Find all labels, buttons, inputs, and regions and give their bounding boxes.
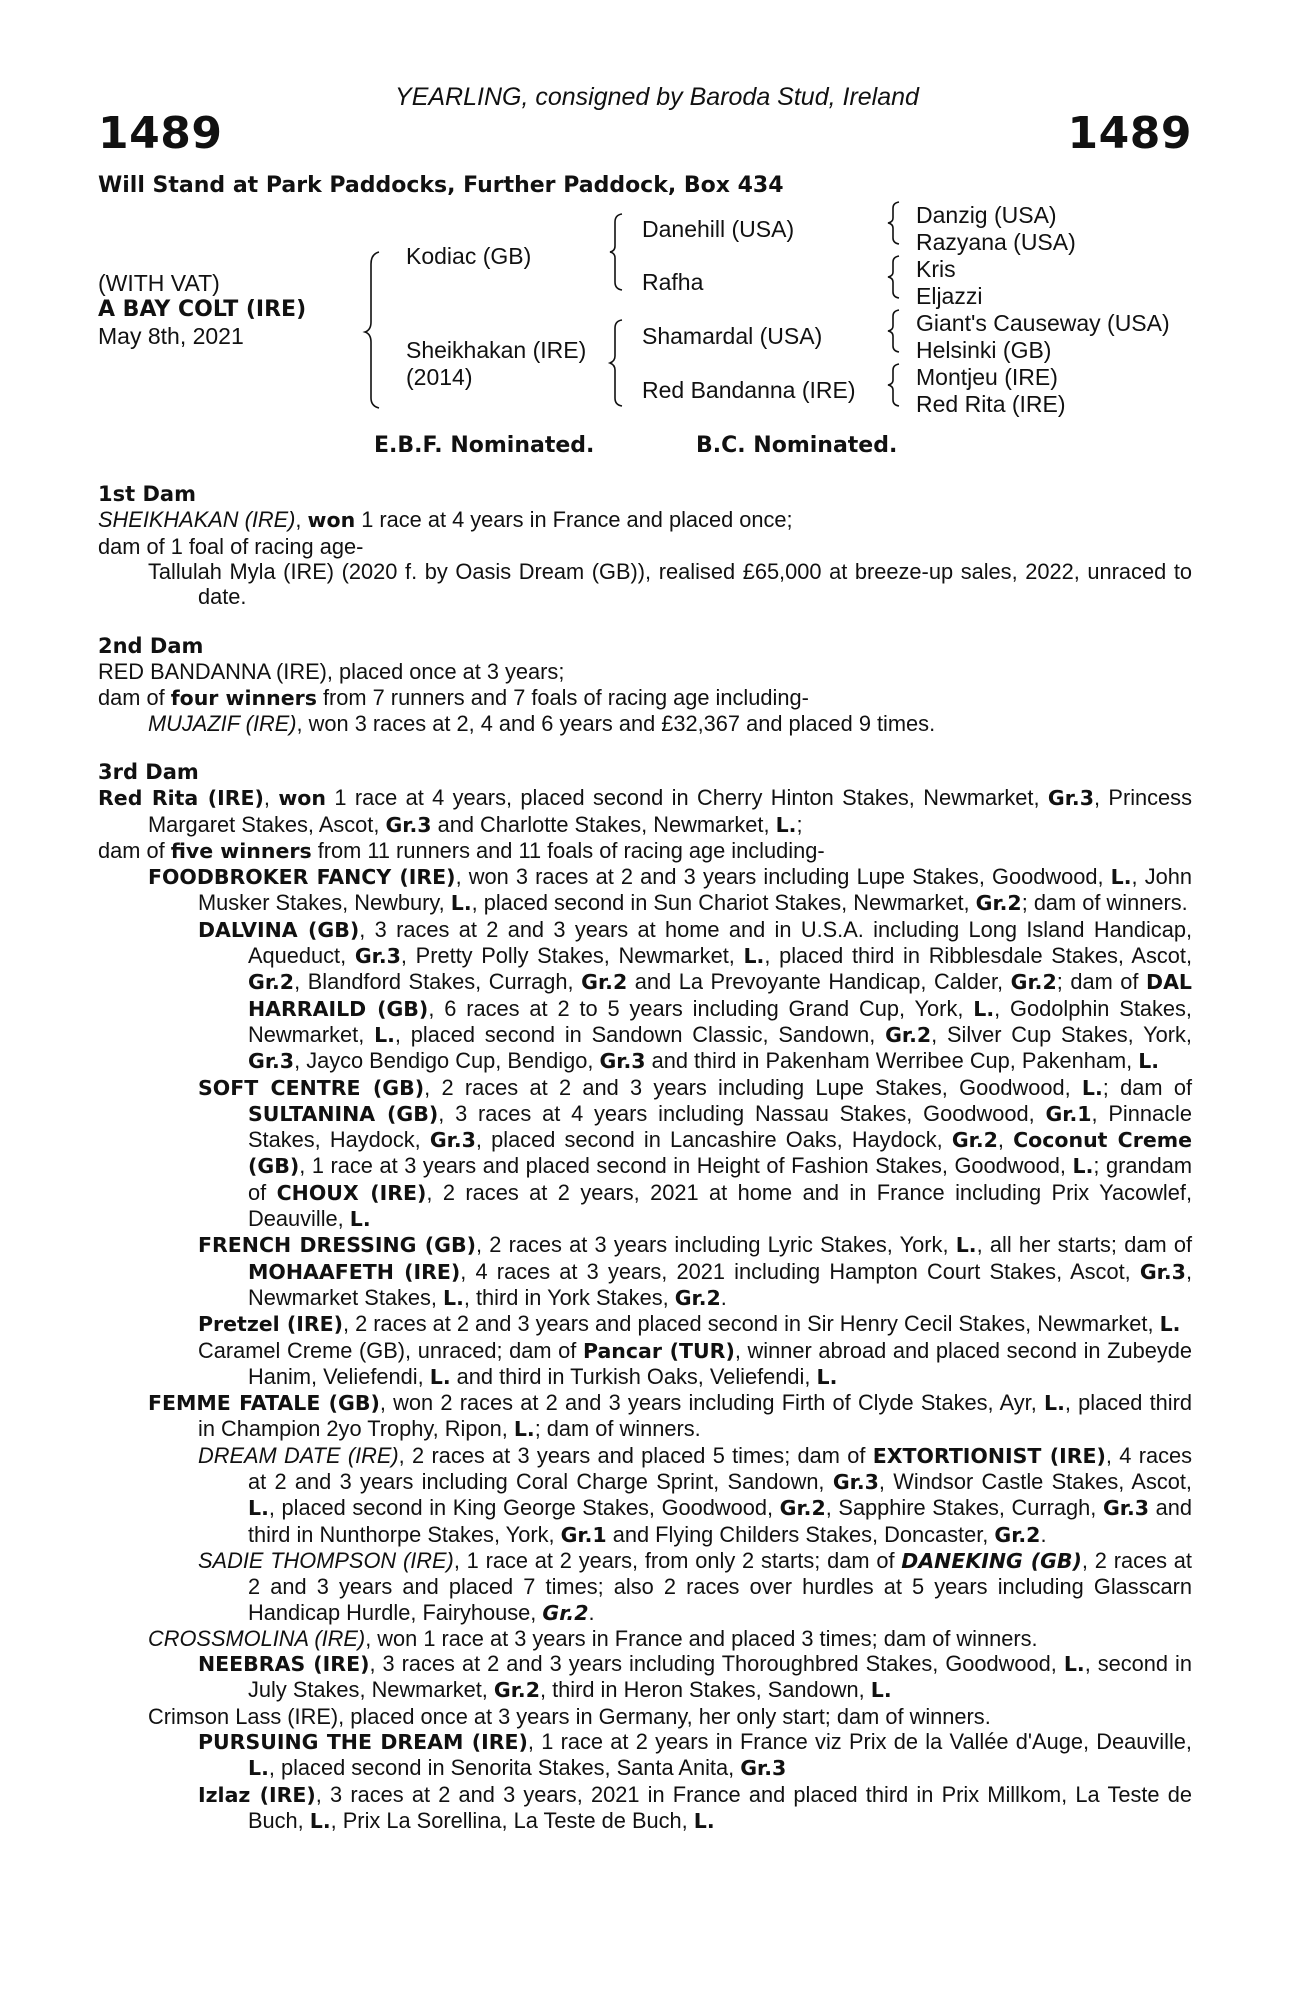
pedigree-brace-g3 xyxy=(888,308,902,354)
third-dam-red-rita: Red Rita (IRE), won 1 race at 4 years, placed second in Cherry Hinton Stakes, Newmarket, Gr.3, Princess Margaret Stakes, Ascot, Gr.3 and Charlotte Stakes, Newmarket, L.; xyxy=(98,785,1192,837)
entry-crimson-lass: Crimson Lass (IRE), placed once at 3 years in Germany, her only start; dam of winners. xyxy=(148,1703,991,1729)
pedigree-g3: Kris xyxy=(916,256,956,282)
first-dam-progeny: Tallulah Myla (IRE) (2020 f. by Oasis Dream (GB)), realised £65,000 at breeze-up sales, 2022, unraced to date. xyxy=(148,558,1192,610)
pedigree-g2: Razyana (USA) xyxy=(916,229,1076,255)
entry-caramel-creme: Caramel Creme (GB), unraced; dam of Pancar (TUR), winner abroad and placed second in Zubeyde Hanim, Veliefendi, L. and third in Turkish Oaks, Veliefendi, L. xyxy=(198,1337,1192,1389)
pedigree-dam-sire: Shamardal (USA) xyxy=(642,323,823,349)
vat-note: (WITH VAT) xyxy=(98,270,220,296)
pedigree-g4: Eljazzi xyxy=(916,283,983,309)
consignment-line: YEARLING, consigned by Baroda Stud, Ireland xyxy=(395,83,919,111)
second-dam-progeny: MUJAZIF (IRE) xyxy=(148,710,297,736)
pedigree-brace-dam xyxy=(610,318,626,408)
pedigree-brace-main xyxy=(365,250,385,410)
pedigree-brace-g2 xyxy=(888,254,902,300)
entry-pursuing-the-dream: PURSUING THE DREAM (IRE), 1 race at 2 years in France viz Prix de la Vallée d'Auge, Deauville, L., placed second in Senorita Stakes, Santa Anita, Gr.3 xyxy=(198,1728,1192,1781)
entry-dalvina: DALVINA (GB), 3 races at 2 and 3 years at home and in U.S.A. including Long Island Handicap, Aqueduct, Gr.3, Pretty Polly Stakes, Newmarket, L., placed third in Ribblesdale Stakes, Ascot, Gr.2, Blandford Stakes, Curragh, Gr.2 and La Prevoyante Handicap, Calder, Gr.2; dam of DAL HARRAILD (GB), 6 races at 2 to 5 years including Grand Cup, York, L., Godolphin Stakes, Newmarket, L., placed second in Sandown Classic, Sandown, Gr.2, Silver Cup Stakes, York, Gr.3, Jayco Bendigo Cup, Bendigo, Gr.3 and third in Pakenham Werribee Cup, Pakenham, L. xyxy=(198,916,1193,1074)
third-dam-heading: 3rd Dam xyxy=(98,760,199,784)
pedigree-g5: Giant's Causeway (USA) xyxy=(916,310,1170,336)
entry-femme-fatale: FEMME FATALE (GB), won 2 races at 2 and 3 years including Firth of Clyde Stakes, Ayr, L., placed third in Champion 2yo Trophy, Ripon, L.; dam of winners. xyxy=(148,1390,1192,1442)
pedigree-dam-year: (2014) xyxy=(406,364,473,390)
entry-dream-date: DREAM DATE (IRE), 2 races at 3 years and placed 5 times; dam of EXTORTIONIST (IRE), 4 races at 2 and 3 years including Coral Charge Sprint, Sandown, Gr.3, Windsor Castle Stakes, Ascot, L., placed second in King George Stakes, Goodwood, Gr.2, Sapphire Stakes, Curragh, Gr.3 and third in Nunthorpe Stakes, York, Gr.1 and Flying Childers Stakes, Doncaster, Gr.2. xyxy=(198,1442,1192,1547)
pedigree-brace-sire xyxy=(610,212,626,292)
pedigree-sire: Kodiac (GB) xyxy=(406,243,532,269)
first-dam-section: 1st Dam SHEIKHAKAN (IRE), won 1 race at 4 years in France and placed once; dam of 1 foal of racing age- Tallulah Myla (IRE) (2020 f. by Oasis Dream (GB)), realised £65,000 at breeze-up sales, 2022, unraced to date. xyxy=(98,482,1192,610)
entry-soft-centre: SOFT CENTRE (GB), 2 races at 2 and 3 years including Lupe Stakes, Goodwood, L.; dam of SULTANINA (GB), 3 races at 4 years including Nassau Stakes, Goodwood, Gr.1, Pinnacle Stakes, Haydock, Gr.3, placed second in Lancashire Oaks, Haydock, Gr.2, Coconut Creme (GB), 1 race at 3 years and placed second in Height of Fashion Stakes, Goodwood, L.; grandam of CHOUX (IRE), 2 races at 2 years, 2021 at home and in France including Prix Yacowlef, Deauville, L. xyxy=(198,1074,1193,1232)
pedigree-g1: Danzig (USA) xyxy=(916,202,1057,228)
second-dam-heading: 2nd Dam xyxy=(98,634,204,658)
pedigree-brace-g1 xyxy=(888,200,902,246)
entry-sadie-thompson: SADIE THOMPSON (IRE), 1 race at 2 years, from only 2 starts; dam of DANEKING (GB), 2 races at 2 and 3 years and placed 7 times; also 2 races over hurdles at 5 years including Glasscarn Handicap Hurdle, Fairyhouse, Gr.2. xyxy=(198,1547,1192,1625)
pedigree-dam: Sheikhakan (IRE) xyxy=(406,337,587,363)
second-dam-line: RED BANDANNA (IRE), placed once at 3 years; xyxy=(98,659,565,685)
foaling-date: May 8th, 2021 xyxy=(98,323,244,349)
pedigree-g7: Montjeu (IRE) xyxy=(916,364,1058,390)
ebf-nomination: E.B.F. Nominated. xyxy=(374,433,595,458)
bc-nomination: B.C. Nominated. xyxy=(696,433,898,458)
pedigree-brace-g4 xyxy=(888,362,902,408)
first-dam-heading: 1st Dam xyxy=(98,482,196,506)
entry-pretzel: Pretzel (IRE), 2 races at 2 and 3 years and placed second in Sir Henry Cecil Stakes, Newmarket, L. xyxy=(198,1311,1181,1337)
horse-name: A BAY COLT (IRE) xyxy=(98,297,307,322)
second-dam-section: 2nd Dam RED BANDANNA (IRE), placed once at 3 years; dam of four winners from 7 runners and 7 foals of racing age including- MUJAZIF (IRE), won 3 races at 2, 4 and 6 years and £32,367 and placed 9 times. xyxy=(98,633,1192,736)
third-dam-section: 3rd Dam Red Rita (IRE), won 1 race at 4 years, placed second in Cherry Hinton Stakes, Newmarket, Gr.3, Princess Margaret Stakes, Ascot, Gr.3 and Charlotte Stakes, Newmarket, L.; dam of five winners from 11 runners and 11 foals of racing age including- FOODBROKER FANCY (IRE), won 3 races at 2 and 3 years including Lupe Stakes, Goodwood, L., John Musker Stakes, Newbury, L., placed second in Sun Chariot Stakes, Newmarket, Gr.2; dam of winners. DALVINA (GB), 3 races at 2 and 3 years at home and in U.S.A. including Long Island Handicap, Aqueduct, Gr.3, Pretty Polly Stakes, Newmarket, L., placed third in Ribblesdale Stakes, Ascot, Gr.2, Blandford Stakes, Curragh, Gr.2 and La Prevoyante Handicap, Calder, Gr.2; dam of DAL HARRAILD (GB), 6 races at 2 to 5 years including Grand Cup, York, L., Godolphin Stakes, Newmarket, L., placed second in Sandown Classic, Sandown, Gr.2, Silver Cup Stakes, York, Gr.3, Jayco Bendigo Cup, Bendigo, Gr.3 and third in Pakenham Werribee Cup, Pakenham, L. SOFT CENTRE (GB), 2 races at 2 and 3 years including Lupe Stakes, Goodwood, L.; dam of SULTANINA (GB), 3 races at 4 years including Nassau Stakes, Goodwood, Gr.1, Pinnacle Stakes, Haydock, Gr.3, placed second in Lancashire Oaks, Haydock, Gr.2, Coconut Creme (GB), 1 race at 3 years and placed second in Height of Fashion Stakes, Goodwood, L.; grandam of CHOUX (IRE), 2 races at 2 years, 2021 at home and in France including Prix Yacowlef, Deauville, L. FRENCH DRESSING (GB), 2 races at 3 years including Lyric Stakes, York, L., all her starts; dam of MOHAAFETH (IRE), 4 races at 3 years, 2021 including Hampton Court Stakes, Ascot, Gr.3, Newmarket Stakes, L., third in York Stakes, Gr.2. Pretzel (IRE), 2 races at 2 and 3 years and placed second in Sir Henry Cecil Stakes, Newmarket, L. Caramel Creme (GB), unraced; dam of Pancar (TUR), winner abroad and placed second in Zubeyde Hanim, Veliefendi, L. and third in Turkish Oaks, Veliefendi, L. FEMME FATALE (GB), won 2 races at 2 and 3 years including Firth of Clyde Stakes, Ayr, L., placed third in Champion 2yo Trophy, Ripon, L.; dam of winners. DREAM DATE (IRE), 2 races at 3 years and placed 5 times; dam of EXTORTIONIST (IRE), 4 races at 2 and 3 years including Coral Charge Sprint, Sandown, Gr.3, Windsor Castle Stakes, Ascot, L., placed second in King George Stakes, Goodwood, Gr.2, Sapphire Stakes, Curragh, Gr.3 and third in Nunthorpe Stakes, York, Gr.1 and Flying Childers Stakes, Doncaster, Gr.2. SADIE THOMPSON (IRE), 1 race at 2 years, from only 2 starts; dam of DANEKING (GB), 2 races at 2 and 3 years and placed 7 times; also 2 races over hurdles at 5 years including Glasscarn Handicap Hurdle, Fairyhouse, Gr.2. CROSSMOLINA (IRE), won 1 race at 3 years in France and placed 3 times; dam of winners. NEEBRAS (IRE), 3 races at 2 and 3 years including Thoroughbred Stakes, Goodwood, L., second in July Stakes, Newmarket, Gr.2, third in Heron Stakes, Sandown, L. Crimson Lass (IRE), placed once at 3 years in Germany, her only start; dam of winners. PURSUING THE DREAM (IRE), 1 race at 2 years in France viz Prix de la Vallée d'Auge, Deauville, L., placed second in Senorita Stakes, Santa Anita, Gr.3 Izlaz (IRE), 3 races at 2 and 3 years, 2021 in France and placed third in Prix Millkom, La Teste de Buch, L., Prix La Sorellina, La Teste de Buch, L. xyxy=(98,760,1193,1833)
entry-french-dressing: FRENCH DRESSING (GB), 2 races at 3 years including Lyric Stakes, York, L., all her starts; dam of MOHAAFETH (IRE), 4 races at 3 years, 2021 including Hampton Court Stakes, Ascot, Gr.3, Newmarket Stakes, L., third in York Stakes, Gr.2. xyxy=(198,1232,1193,1310)
entry-crossmolina: CROSSMOLINA (IRE), won 1 race at 3 years in France and placed 3 times; dam of winners. xyxy=(148,1625,1038,1651)
pedigree-g6: Helsinki (GB) xyxy=(916,337,1052,363)
first-dam-won: won xyxy=(307,508,356,533)
pedigree-g8: Red Rita (IRE) xyxy=(916,391,1066,417)
entry-neebras: NEEBRAS (IRE), 3 races at 2 and 3 years including Thoroughbred Stakes, Goodwood, L., second in July Stakes, Newmarket, Gr.2, third in Heron Stakes, Sandown, L. xyxy=(198,1651,1193,1703)
pedigree-sire-dam: Rafha xyxy=(642,269,704,295)
first-dam-foals: dam of 1 foal of racing age- xyxy=(98,533,364,559)
entry-foodbroker-fancy: FOODBROKER FANCY (IRE), won 3 races at 2 and 3 years including Lupe Stakes, Goodwood, L., John Musker Stakes, Newbury, L., placed second in Sun Chariot Stakes, Newmarket, Gr.2; dam of winners. xyxy=(148,864,1192,916)
first-dam-name: SHEIKHAKAN (IRE) xyxy=(98,507,296,533)
lot-number-right: 1489 xyxy=(1067,108,1192,159)
stand-location: Will Stand at Park Paddocks, Further Paddock, Box 434 xyxy=(98,173,784,198)
lot-number-left: 1489 xyxy=(98,108,223,159)
entry-izlaz: Izlaz (IRE), 3 races at 2 and 3 years, 2021 in France and placed third in Prix Millkom, La Teste de Buch, L., Prix La Sorellina, La Teste de Buch, L. xyxy=(198,1781,1192,1833)
pedigree-sire-sire: Danehill (USA) xyxy=(642,216,795,242)
pedigree-dam-dam: Red Bandanna (IRE) xyxy=(642,377,856,403)
